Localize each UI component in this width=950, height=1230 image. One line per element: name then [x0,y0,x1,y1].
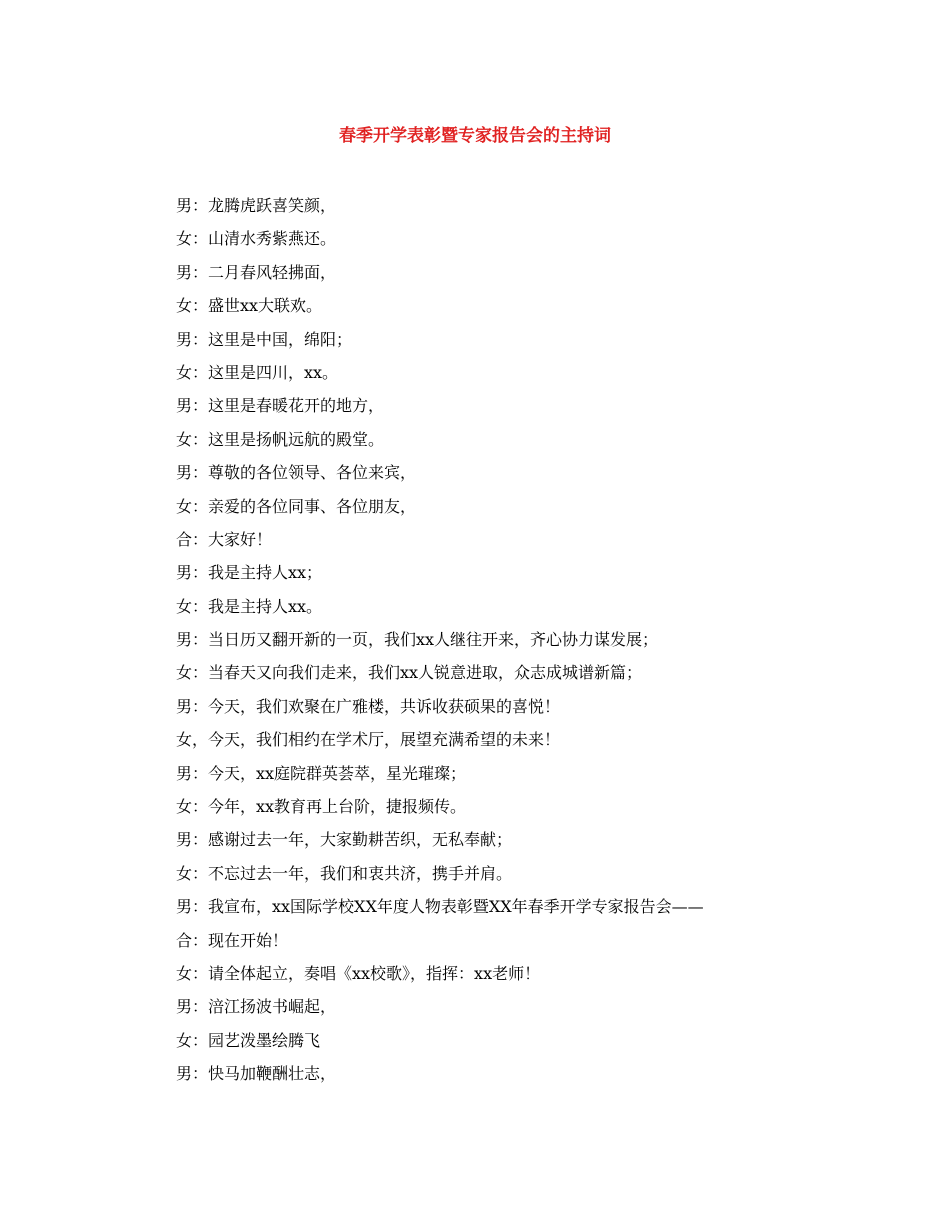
script-line: 男：我是主持人xx； [176,563,323,583]
script-line: 男：龙腾虎跃喜笑颜， [176,196,337,215]
document-title: 春季开学表彰暨专家报告会的主持词 [339,126,611,146]
script-line: 女：我是主持人xx。 [176,596,323,616]
script-line: 女：盛世xx大联欢。 [176,296,323,316]
script-line: 合：大家好！ [176,529,273,549]
script-line: 女：这里是四川，xx。 [176,362,339,382]
script-line: 女：当春天又向我们走来，我们xx人锐意进取，众志成城谱新篇； [176,663,643,683]
script-line: 男：今天，我们欢聚在广雅楼，共诉收获硕果的喜悦！ [176,696,561,716]
script-line: 男：我宣布，xx国际学校XX年度人物表彰暨XX年春季开学专家报告会—— [176,897,704,917]
script-line: 男：今天，xx庭院群英荟萃，星光璀璨； [176,763,467,783]
script-line: 合：现在开始！ [176,930,289,950]
script-line: 男：二月春风轻拂面， [176,262,337,282]
script-line: 女：不忘过去一年，我们和衷共济，携手并肩。 [176,863,513,883]
script-line: 女：园艺泼墨绘腾飞 [176,1030,321,1050]
script-line: 女：山清水秀紫燕还。 [176,229,337,249]
script-line: 女：请全体起立，奏唱《xx校歌》，指挥：xx老师！ [176,963,541,983]
script-line: 男：这里是春暖花开的地方， [176,396,385,416]
script-line: 女：今年，xx教育再上台阶，捷报频传。 [176,797,467,817]
script-lines [176,193,876,1095]
script-line: 男：这里是中国，绵阳； [176,329,353,349]
script-line: 男：当日历又翻开新的一页，我们xx人继往开来，齐心协力谋发展； [176,630,659,650]
script-line: 女：这里是扬帆远航的殿堂。 [176,429,385,449]
script-line: 男：尊敬的各位领导、各位来宾， [176,463,417,483]
script-line: 男：感谢过去一年，大家勤耕苦织，无私奉献； [176,830,513,850]
script-line: 女，今天，我们相约在学术厅，展望充满希望的未来！ [176,730,561,750]
script-line: 女：亲爱的各位同事、各位朋友， [176,496,417,516]
script-line: 男：涪江扬波书崛起， [176,997,337,1017]
script-line: 男：快马加鞭酬壮志， [176,1064,337,1084]
